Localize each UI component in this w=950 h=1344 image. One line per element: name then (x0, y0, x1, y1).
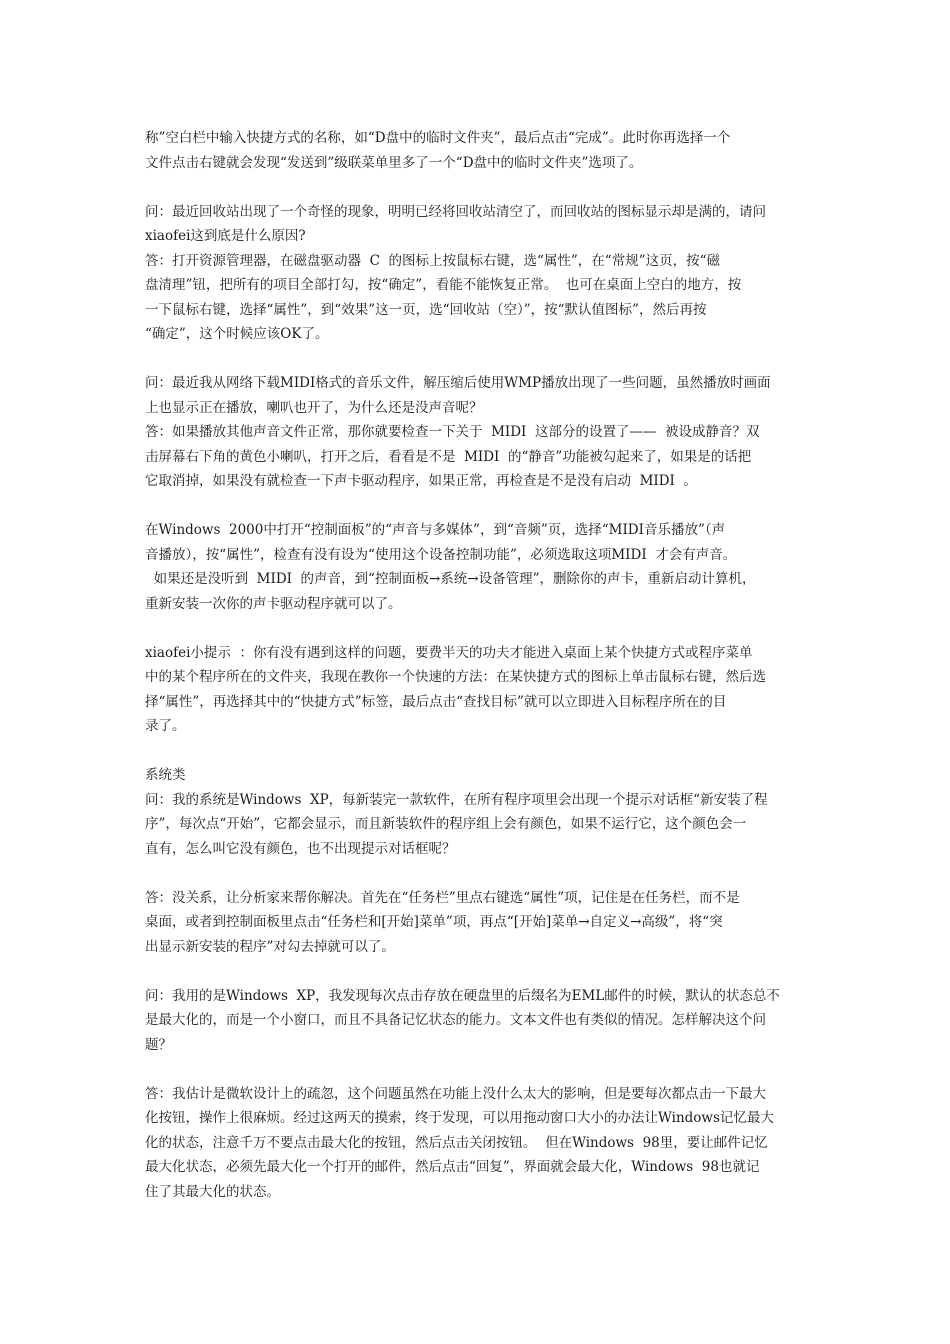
text-line: 盘清理”钮，把所有的项目全部打勾，按“确定”，看能不能恢复正常。 也可在桌面上空白的地方，按 (145, 277, 742, 293)
text-line: 桌面，或者到控制面板里点击“任务栏和[开始]菜单”项，再点“[开始]菜单→自定义→高级”，将“突 (145, 914, 723, 930)
paragraph-midi-qa (145, 371, 810, 494)
text-line: 是最大化的，而是一个小窗口，而且不具备记忆状态的能力。文本文件也有类似的情况。怎样解决这个问 (145, 1012, 766, 1028)
text-line: 序”，每次点“开始”，它都会显示，而且新装软件的程序组上会有颜色，如果不运行它，这个颜色会一 (145, 816, 747, 832)
text-line: 称”空白栏中输入快捷方式的名称，如“D盘中的临时文件夹”，最后点击“完成”。此时你再选择一个 (145, 130, 731, 146)
text-line: 直有，怎么叫它没有颜色，也不出现提示对话框呢？ (145, 840, 456, 857)
text-line: 答：没关系，让分析家来帮你解决。首先在“任务栏”里点右键选“属性”项，记住是在任务栏，而不是 (145, 889, 740, 906)
text-line: 出显示新安装的程序”对勾去掉就可以了。 (145, 938, 395, 955)
paragraph-eml-answer (145, 1082, 810, 1205)
text-line: 问：最近我从网络下载MIDI格式的音乐文件，解压缩后使用WMP播放出现了一些问题，虽然播放时画面 (145, 375, 771, 391)
text-line: 问：我的系统是Windows XP，每新装完一款软件，在所有程序项里会出现一个提示对话框“新安装了程 (145, 791, 768, 808)
text-line: 它取消掉，如果没有就检查一下声卡驱动程序，如果正常，再检查是不是没有启动 MIDI 。 (145, 473, 697, 489)
text-line: 最大化状态，必须先最大化一个打开的邮件，然后点击“回复”，界面就会最大化，Windows 98也就记 (145, 1159, 760, 1175)
text-line: 化的状态，注意千万不要点击最大化的按钮，然后点击关闭按钮。 但在Windows 98里，要让邮件记忆 (145, 1134, 768, 1151)
text-line: 择“属性”，再选择其中的“快捷方式”标签，最后点击“查找目标”就可以立即进入目标程序所在的目 (145, 693, 727, 710)
paragraph-eml-question (145, 984, 810, 1058)
text-line: 化按钮，操作上很麻烦。经过这两天的摸索，终于发现，可以用拖动窗口大小的办法让Windows记忆最大 (145, 1110, 774, 1126)
paragraph-windows-2000-midi (145, 518, 810, 616)
text-line: 音播放），按“属性”，检查有没有设为“使用这个设备控制功能”，必须选取这项MIDI 才会有声音。 (145, 546, 737, 563)
text-line: xiaofei小提示 ：你有没有遇到这样的问题，要费半天的功夫才能进入桌面上某个快捷方式或程序菜单 (145, 644, 753, 661)
text-line: 在Windows 2000中打开“控制面板”的“声音与多媒体”，到“音频”页，选择“MIDI音乐播放”（声 (145, 522, 726, 538)
text-line: 中的某个程序所在的文件夹，我现在教你一个快速的方法：在某快捷方式的图标上单击鼠标右键，然后选 (145, 669, 766, 685)
text-line: 录了。 (145, 718, 186, 734)
text-line: 题？ (145, 1036, 172, 1053)
paragraph-shortcut-continuation (145, 126, 810, 175)
text-line: 重新安装一次你的声卡驱动程序就可以了。 (145, 595, 402, 612)
text-line: 击屏幕右下角的黄色小喇叭，打开之后，看看是不是 MIDI 的“静音”功能被勾起来了，如果是的话把 (145, 448, 752, 465)
text-line: 问：最近回收站出现了一个奇怪的现象，明明已经将回收站清空了，而回收站的图标显示却是满的，请问 (145, 203, 766, 220)
paragraph-taskbar-answer (145, 886, 810, 960)
text-line: 如果还是没听到 MIDI 的声音，到“控制面板→系统→设备管理”，删除你的声卡，重新启动计算机， (145, 571, 756, 587)
text-line: 答：如果播放其他声音文件正常，那你就要检查一下关于 MIDI 这部分的设置了—— 被设成静音？双 (145, 424, 760, 440)
text-line: 文件点击右键就会发现“发送到”级联菜单里多了一个“D盘中的临时文件夹”选项了。 (145, 154, 643, 171)
section-heading: 系统类 (145, 767, 186, 783)
text-line: 一下鼠标右键，选择“属性”，到“效果”这一页，选“回收站（空）”，按“默认值图标”，然后再按 (145, 301, 707, 318)
paragraph-recycle-bin-qa (145, 200, 810, 347)
text-line: 问：我用的是Windows XP，我发现每次点击存放在硬盘里的后缀名为EML邮件的时候，默认的状态总不 (145, 987, 780, 1004)
text-line: 答：我估计是微软设计上的疏忽，这个问题虽然在功能上没什么太大的影响，但是要每次都点击一下最大 (145, 1085, 766, 1102)
text-line: 答：打开资源管理器，在磁盘驱动器 C 的图标上按鼠标右键，选“属性”，在“常规”这页，按“磁 (145, 252, 721, 269)
document-body (145, 126, 810, 1204)
text-line: xiaofei这到底是什么原因? (145, 228, 306, 244)
text-line: 上也显示正在播放，喇叭也开了，为什么还是没声音呢？ (145, 399, 483, 416)
text-line: “确定”，这个时候应该OK了。 (145, 326, 329, 342)
text-line: 住了其最大化的状态。 (145, 1183, 280, 1200)
paragraph-system-section (145, 763, 810, 861)
paragraph-xiaofei-tip (145, 641, 810, 739)
